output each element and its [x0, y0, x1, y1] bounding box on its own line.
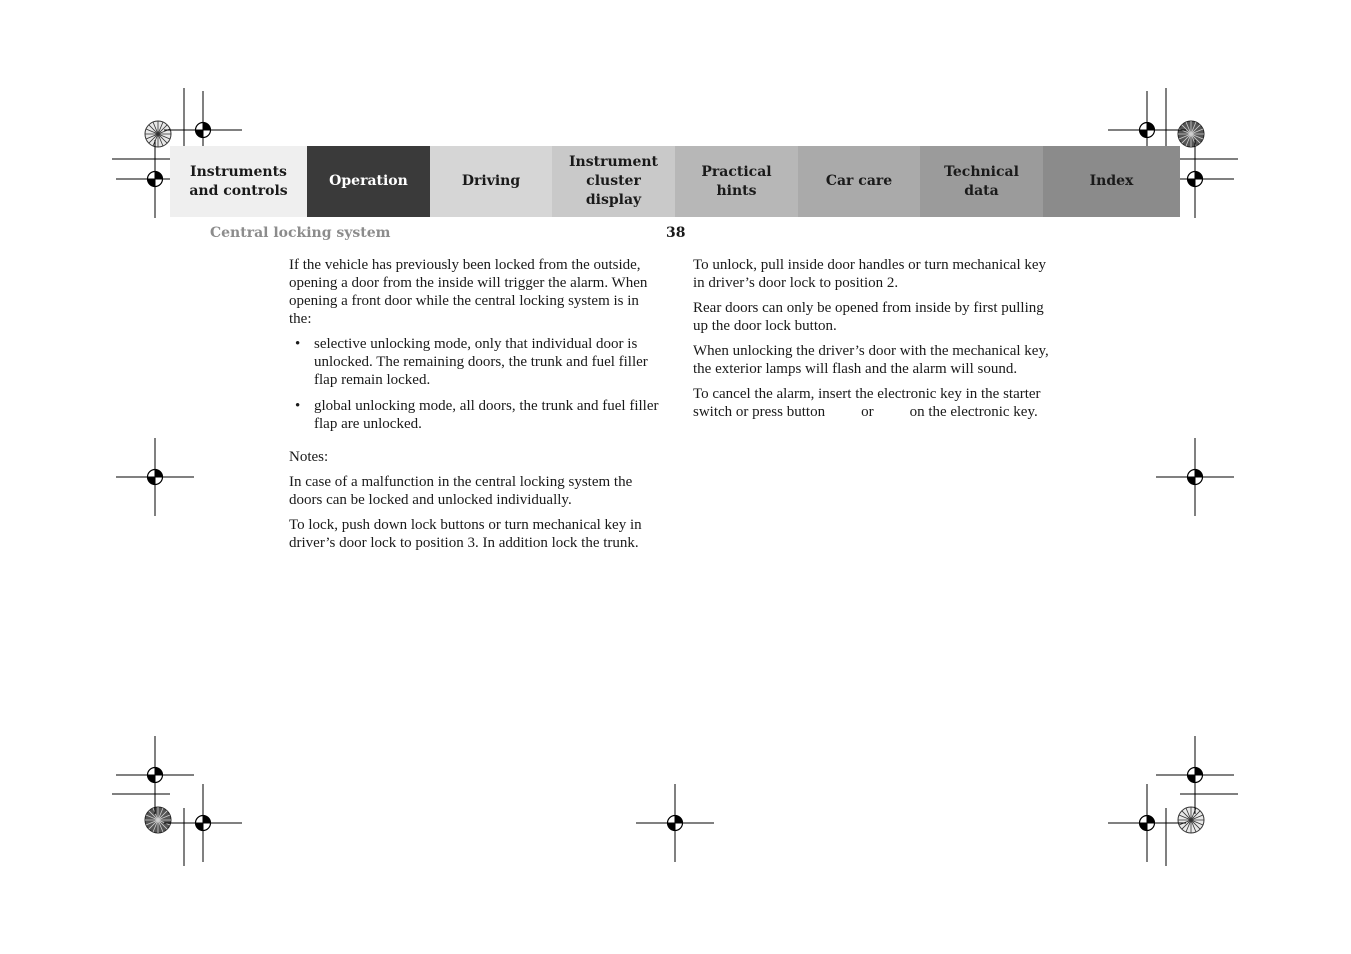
- tab-instrument-cluster-display[interactable]: Instrument cluster display: [552, 146, 675, 217]
- page-number: 38: [666, 225, 686, 241]
- unlock-mode-list: [289, 335, 659, 433]
- section-nav: [170, 146, 1180, 217]
- tab-instruments-and-controls[interactable]: Instruments and controls: [170, 146, 307, 217]
- tab-technical-data[interactable]: Technical data: [920, 146, 1043, 217]
- left-column: [289, 256, 659, 559]
- intro-paragraph: If the vehicle has previously been locked from the outside, opening a door from the inside will trigger the alarm. When opening a front door while the central locking system is in the:: [289, 257, 648, 327]
- note-paragraph: To lock, push down lock buttons or turn mechanical key in driver’s door lock to position 3. In addition lock the trunk.: [289, 517, 642, 551]
- tab-operation[interactable]: Operation: [307, 146, 430, 217]
- rear-doors-paragraph: Rear doors can only be opened from inside by first pulling up the door lock button.: [693, 300, 1044, 334]
- mechanical-key-paragraph: When unlocking the driver’s door with the mechanical key, the exterior lamps will flash and the alarm will sound.: [693, 343, 1049, 377]
- list-item: • global unlocking mode, all doors, the trunk and fuel filler flap are unlocked.: [289, 397, 659, 433]
- list-item: • selective unlocking mode, only that individual door is unlocked. The remaining doors, the trunk and fuel filler flap remain locked.: [289, 335, 659, 389]
- unlock-paragraph: To unlock, pull inside door handles or turn mechanical key in driver’s door lock to position 2.: [693, 257, 1047, 291]
- right-column: [693, 256, 1058, 428]
- section-title: Central locking system: [210, 225, 391, 241]
- notes-label: Notes:: [289, 449, 329, 465]
- tab-driving[interactable]: Driving: [430, 146, 552, 217]
- tab-practical-hints[interactable]: Practical hints: [675, 146, 798, 217]
- tab-car-care[interactable]: Car care: [798, 146, 920, 217]
- note-paragraph: In case of a malfunction in the central locking system the doors can be locked and unlocked individually.: [289, 474, 633, 508]
- tab-index[interactable]: Index: [1043, 146, 1180, 217]
- cancel-alarm-paragraph: To cancel the alarm, insert the electronic key in the starter switch or press button or on the electronic key.: [693, 386, 1041, 420]
